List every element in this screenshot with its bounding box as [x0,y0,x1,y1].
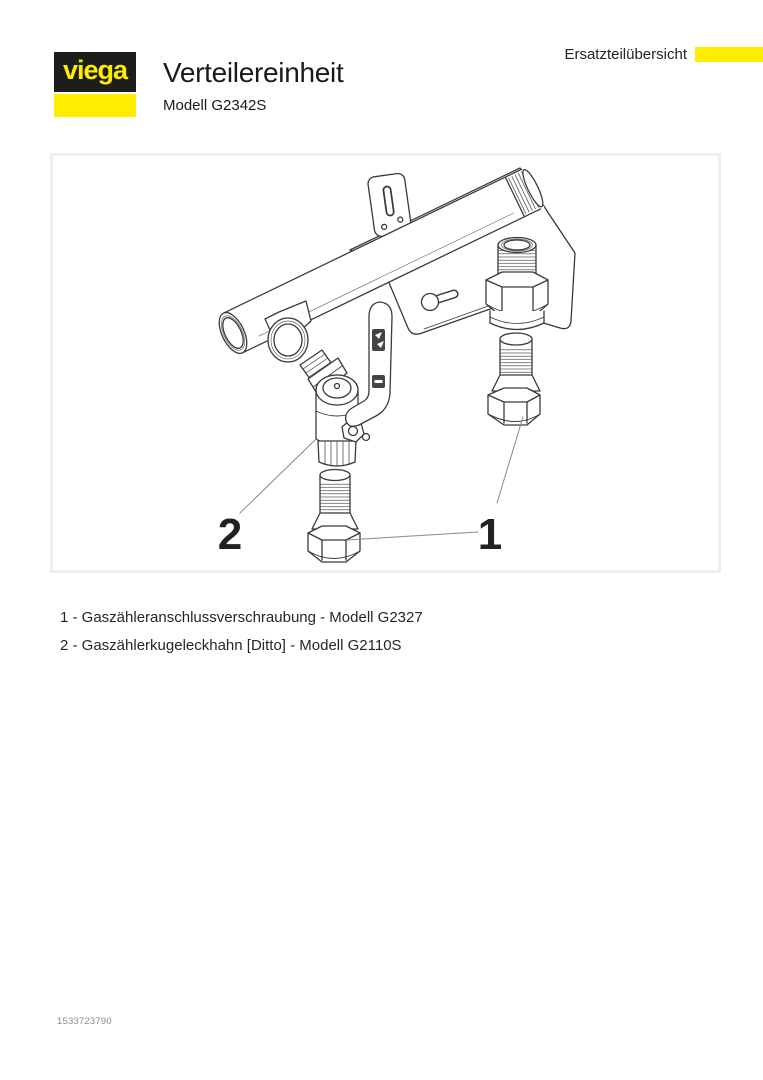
exploded-view-figure [50,153,721,573]
part-label-fitting: 1 [477,510,503,559]
model-subtitle: Modell G2342S [163,96,267,114]
part-label-valve: 2 [217,510,243,559]
parts-list-item: 2 - Gaszählerkugeleckhahn [Ditto] - Modell G2110S [60,636,402,654]
document-number: 1533723790 [57,1016,112,1027]
title-block [163,58,343,114]
fitting-lower-right [488,333,540,425]
parts-list-item: 1 - Gaszähleranschlussverschraubung - Modell G2327 [60,609,423,626]
valve-handle [346,302,392,426]
viega-logo-black-box [54,52,136,92]
parts-list [60,604,423,659]
viega-logo-yellow-bar [54,94,136,117]
viega-logo-text: viega [62,55,128,85]
fitting-bottom-center [308,470,360,563]
overview-label: Ersatzteilübersicht [564,46,687,63]
page-title: Verteilereinheit [163,57,344,88]
leader-line-1b [347,532,478,540]
leader-line-1a [497,417,523,503]
viega-logo [54,52,136,117]
exploded-view-drawing [50,153,721,573]
overview-header [564,46,763,63]
overview-yellow-bar [695,47,763,62]
leader-line-2 [240,440,315,513]
